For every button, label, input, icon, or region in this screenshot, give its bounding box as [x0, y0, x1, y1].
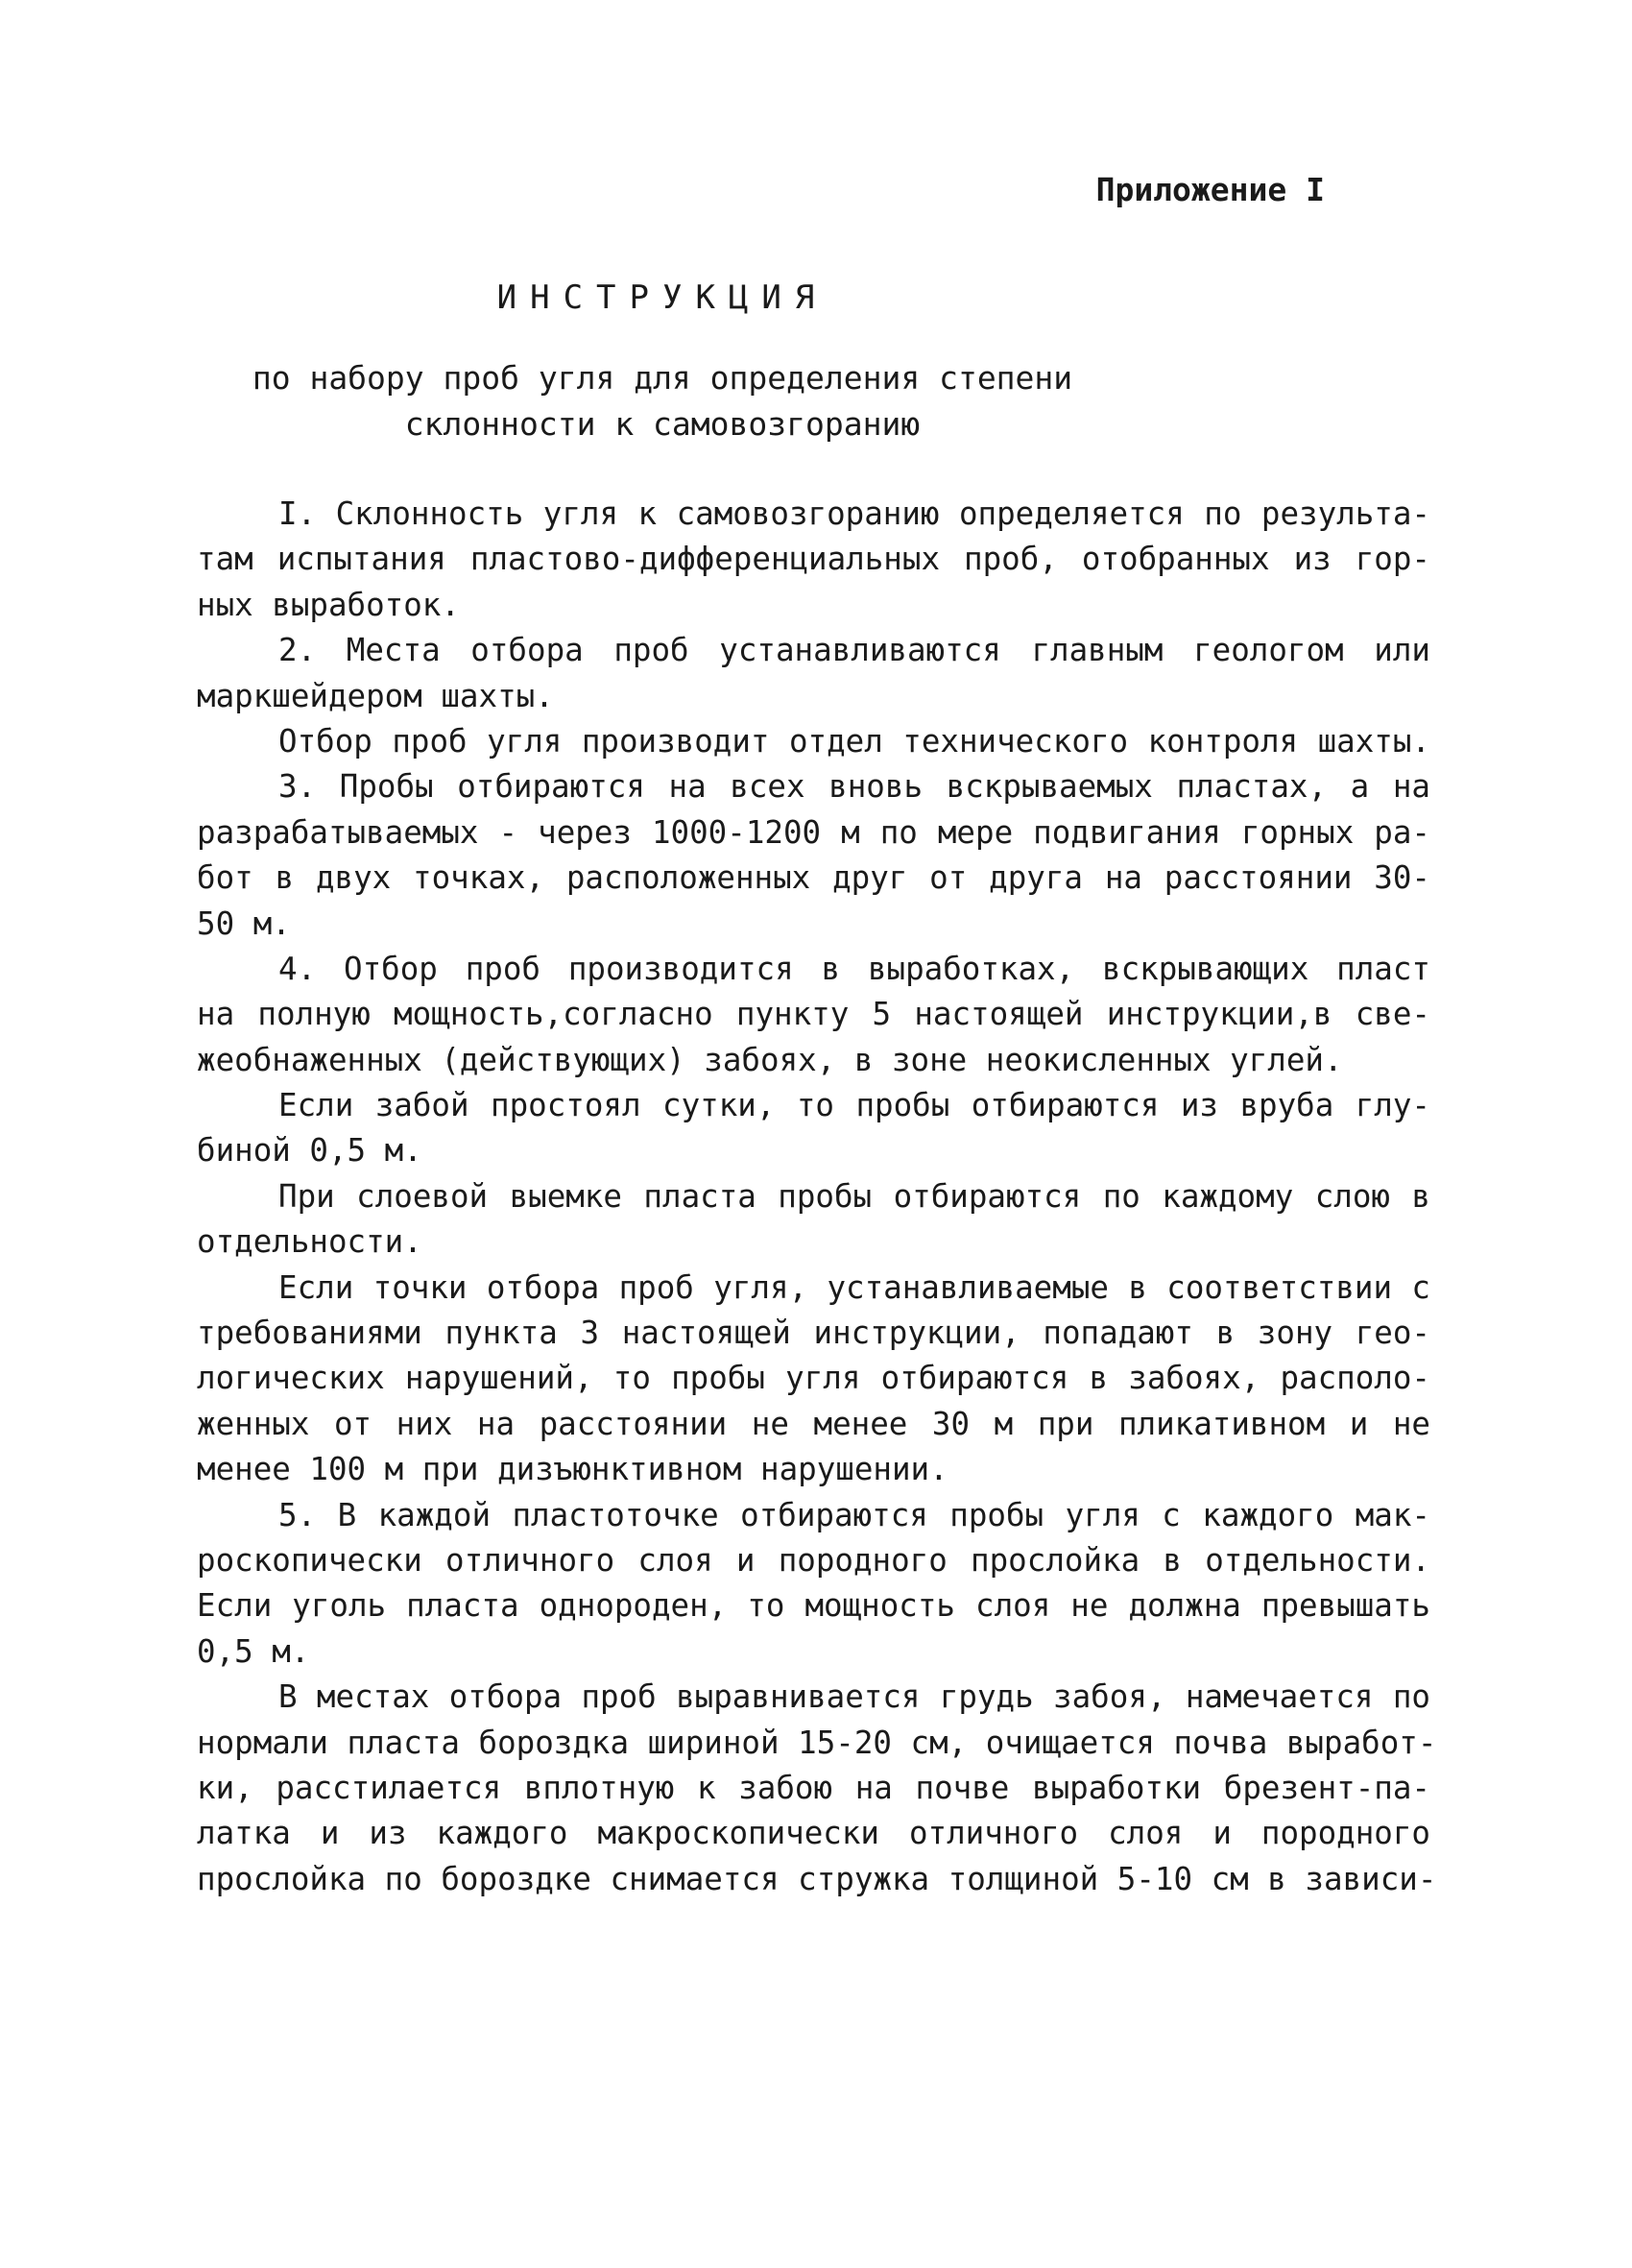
text-line: I. Склонность угля к самовозгоранию определяется по результа-	[278, 495, 1430, 532]
text-line: Отбор проб угля производит отдел технического контроля шахты.	[278, 722, 1430, 760]
text-line: Если точки отбора проб угля, устанавливаемые в соответствии с	[278, 1268, 1430, 1306]
text-line: ки, расстилается вплотную к забою на почве выработки брезент-па-	[197, 1769, 1430, 1806]
text-line: разрабатываемых - через 1000-1200 м по мере подвигания горных ра-	[197, 813, 1430, 851]
text-line: там испытания пластово-дифференциальных проб, отобранных из гор-	[197, 541, 1430, 578]
text-line: жеобнаженных (действующих) забоях, в зоне неокисленных углей.	[197, 1041, 1343, 1078]
appendix-label: Приложение I	[1095, 171, 1325, 208]
text-line: логических нарушений, то пробы угля отбираются в забоях, располо-	[197, 1360, 1430, 1397]
text-line: женных от них на расстоянии не менее 30 м при пликативном и не	[197, 1405, 1430, 1442]
text-line: ных выработок.	[197, 586, 460, 623]
document-subtitle	[0, 355, 1325, 447]
text-line: 5. В каждой пластоточке отбираются пробы угля с каждого мак-	[278, 1496, 1430, 1533]
text-line: 4. Отбор проб производится в выработках, вскрывающих пласт	[278, 950, 1430, 987]
text-line: 0,5 м.	[197, 1632, 310, 1670]
text-line: В местах отбора проб выравнивается грудь забоя, намечается по	[278, 1678, 1430, 1716]
text-line: При слоевой выемке пласта пробы отбираются по каждому слою в	[278, 1177, 1430, 1215]
document-title: ИНСТРУКЦИЯ	[496, 278, 828, 317]
text-line: роскопически отличного слоя и породного прослойка в отдельности.	[197, 1541, 1430, 1579]
text-line: на полную мощность,согласно пункту 5 настоящей инструкции,в све-	[197, 996, 1430, 1033]
text-line: Если уголь пласта однороден, то мощность слоя не должна превышать	[197, 1587, 1430, 1625]
text-line: менее 100 м при дизъюнктивном нарушении.	[197, 1451, 948, 1488]
text-line: требованиями пункта 3 настоящей инструкции, попадают в зону гео-	[197, 1315, 1430, 1352]
text-line: латка и из каждого макроскопически отличного слоя и породного	[197, 1815, 1430, 1852]
instruction-body	[197, 492, 1437, 1902]
text-line: 2. Места отбора проб устанавливаются главным геологом или	[278, 632, 1430, 669]
subtitle-line-2: склонности к самовозгоранию	[404, 405, 921, 443]
subtitle-line-1: по набору проб угля для определения степени	[252, 359, 1073, 397]
text-line: Если забой простоял сутки, то пробы отбираются из вруба глу-	[278, 1087, 1430, 1124]
text-line: 3. Пробы отбираются на всех вновь вскрываемых пластах, а на	[278, 768, 1430, 806]
text-line: маркшейдером шахты.	[197, 677, 554, 714]
text-line: бот в двух точках, расположенных друг от друга на расстоянии 30-	[197, 859, 1430, 897]
text-line: нормали пласта бороздка шириной 15-20 см, очищается почва выработ-	[197, 1724, 1437, 1761]
text-line: биной 0,5 м.	[197, 1132, 422, 1170]
text-line: 50 м.	[197, 905, 291, 942]
text-line: отдельности.	[197, 1223, 422, 1261]
text-line: прослойка по бороздке снимается стружка толщиной 5-10 см в зависи-	[197, 1860, 1437, 1897]
